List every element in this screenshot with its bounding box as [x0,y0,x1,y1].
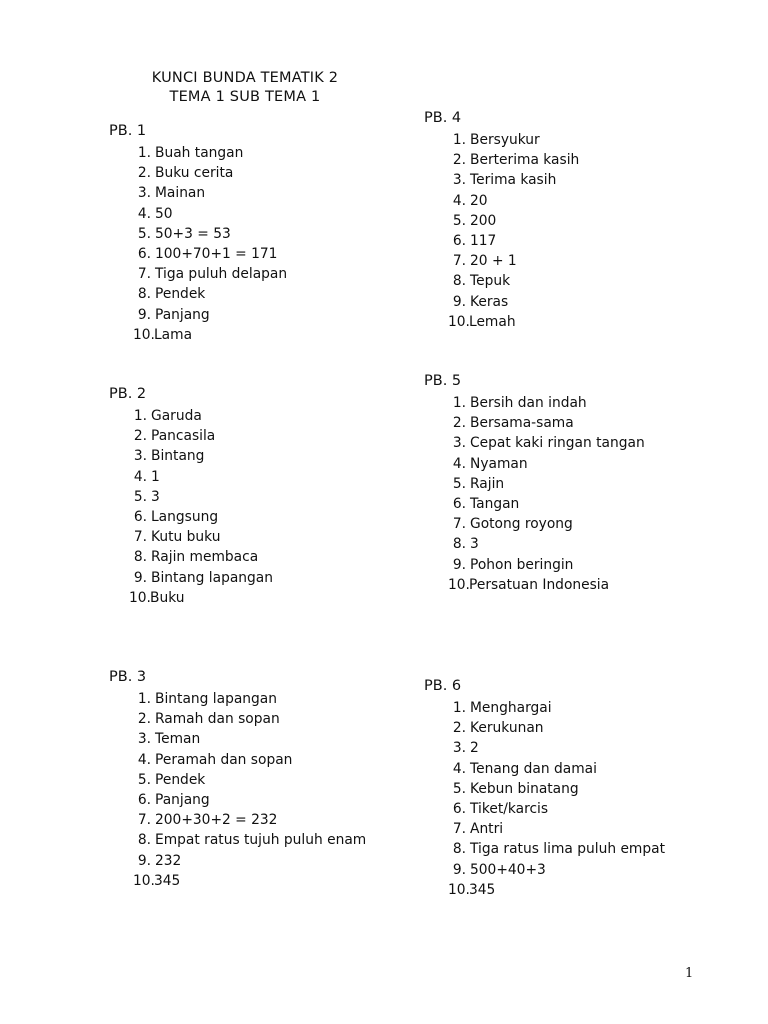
answer-number: 4. [137,751,151,768]
answer-text: 200 [470,212,497,229]
answer-item [109,204,173,224]
answer-number: 9. [133,569,147,586]
answer-item [424,130,540,150]
answer-item [424,433,645,453]
answer-number: 10. [129,589,151,606]
answer-text: Lemah [469,313,516,330]
answer-number: 10. [133,872,155,889]
section-title: PB. 3 [109,669,147,685]
answer-text: Tepuk [470,273,511,290]
answer-number: 5. [137,225,151,242]
answer-text: Gotong royong [470,516,573,533]
answer-number: 7. [133,529,147,546]
answer-text: Lama [154,326,193,343]
answer-text: Garuda [151,408,202,424]
answer-number: 7. [137,266,151,283]
answer-item [109,810,278,830]
answer-text: 100+70+1 = 171 [155,245,278,262]
section-pb6 [424,676,665,900]
answer-text: Tiga ratus lima puluh empat [470,841,665,858]
answer-item [424,231,497,251]
answer-text: Menghargai [470,700,552,716]
answer-item [109,325,193,345]
answer-number: 5. [133,488,147,505]
answer-item [424,454,528,474]
answer-item [424,474,505,494]
answer-item [424,150,580,170]
document-title-line-2: TEMA 1 SUB TEMA 1 [169,89,321,105]
answer-number: 1. [452,700,466,716]
answer-number: 4. [133,468,147,485]
answer-text: Tangan [470,495,520,512]
answer-number: 3. [452,740,466,757]
answer-text: 20 [470,192,488,209]
answer-text: 3 [151,488,160,505]
answer-item [424,799,549,819]
answer-text: 1 [151,468,160,485]
answer-number: 9. [452,556,466,573]
answer-number: 5. [452,780,466,797]
answer-item [424,779,579,799]
answer-text: Antri [470,821,504,838]
answer-text: Tiga puluh delapan [155,266,288,283]
answer-number: 7. [452,253,466,270]
answer-number: 4. [452,455,466,472]
answer-item [424,211,497,231]
answer-item [109,244,278,264]
answer-number: 6. [452,495,466,512]
answer-number: 4. [452,192,466,209]
answer-item [105,467,160,487]
answer-text: Keras [470,293,509,310]
answer-text: Ramah dan sopan [155,711,280,728]
answer-text: Kutu buku [151,529,221,546]
answer-item [105,446,205,466]
answer-number: 8. [137,832,151,849]
answer-number: 6. [452,800,466,817]
answer-item [109,770,206,790]
section-title: PB. 4 [424,110,462,126]
answer-text: 50+3 = 53 [155,225,231,242]
answer-text: Langsung [151,508,219,525]
answer-list [109,689,367,891]
answer-item [424,534,479,554]
answer-number: 3. [452,172,466,189]
answer-number: 1. [452,132,466,148]
answer-number: 7. [452,516,466,533]
answer-text: Pancasila [151,428,216,445]
answer-list [424,130,580,332]
answer-item [105,406,202,426]
answer-number: 9. [137,852,151,869]
answer-item [105,588,185,608]
answer-number: 1. [133,408,147,424]
answer-text: 50 [155,205,173,222]
answer-list [424,698,665,900]
answer-text: Mainan [155,185,206,202]
answer-number: 10. [448,576,470,593]
answer-item [424,738,479,758]
answer-text: Empat ratus tujuh puluh enam [155,832,367,849]
answer-item [105,568,273,588]
answer-item [109,163,234,183]
answer-item [424,860,546,880]
answer-list [109,143,288,345]
answer-text: Terima kasih [470,172,557,189]
answer-text: Nyaman [470,455,528,472]
answer-number: 9. [452,293,466,310]
answer-number: 6. [133,508,147,525]
answer-item [109,729,201,749]
answer-item [109,851,182,871]
section-title: PB. 6 [424,678,462,694]
answer-number: 9. [452,861,466,878]
answer-item [424,271,511,291]
answer-item [424,191,488,211]
answer-number: 2. [452,152,466,169]
answer-text: Buku [150,589,185,606]
answer-number: 10. [448,881,470,898]
answer-number: 6. [137,245,151,262]
answer-text: Bintang lapangan [155,691,277,707]
section-pb1 [109,121,288,345]
section-title: PB. 1 [109,123,147,139]
answer-text: Pendek [155,286,206,303]
answer-text: 232 [155,852,182,869]
answer-text: Kerukunan [470,720,544,737]
answer-text: Bersyukur [470,132,540,148]
answer-number: 5. [452,212,466,229]
answer-text: Kebun binatang [470,780,579,797]
answer-item [424,494,520,514]
answer-list [105,406,273,608]
answer-number: 10. [448,313,470,330]
answer-item [105,426,216,446]
answer-item [109,264,288,284]
answer-item [109,143,244,163]
answer-item [105,507,219,527]
answer-text: Teman [155,731,201,748]
answer-item [109,284,206,304]
answer-text: Bintang [151,448,205,465]
answer-number: 4. [452,760,466,777]
answer-item [424,698,552,718]
answer-text: Cepat kaki ringan tangan [470,435,645,452]
answer-text: Tiket/karcis [470,800,549,817]
answer-number: 1. [137,691,151,707]
answer-item [424,880,496,900]
section-title: PB. 5 [424,373,462,389]
answer-item [424,839,665,859]
answer-item [109,709,280,729]
answer-item [109,790,210,810]
answer-number: 6. [137,791,151,808]
answer-number: 3. [133,448,147,465]
section-pb2 [109,384,273,608]
answer-item [424,555,574,575]
answer-item [109,871,181,891]
answer-text: Peramah dan sopan [155,751,293,768]
answer-text: 3 [470,536,479,553]
answer-item [424,170,557,190]
answer-number: 1. [137,145,151,161]
answer-item [109,305,210,325]
answer-text: 500+40+3 [470,861,546,878]
answer-text: Berterima kasih [470,152,580,169]
answer-item [424,413,574,433]
answer-number: 4. [137,205,151,222]
answer-number: 8. [452,536,466,553]
answer-number: 6. [452,232,466,249]
answer-item [105,527,221,547]
answer-number: 3. [137,185,151,202]
answer-list [424,393,645,595]
answer-text: 117 [470,232,497,249]
answer-item [424,819,504,839]
answer-text: Buku cerita [155,165,234,182]
answer-item [109,224,231,244]
answer-text: Rajin membaca [151,549,259,566]
answer-text: Panjang [155,306,210,323]
answer-item [109,750,293,770]
answer-item [109,830,367,850]
answer-text: Pohon beringin [470,556,574,573]
answer-number: 5. [452,475,466,492]
answer-number: 3. [452,435,466,452]
answer-item [424,514,573,534]
answer-item [424,292,509,312]
answer-item [424,312,516,332]
answer-item [424,718,544,738]
answer-text: 2 [470,740,479,757]
answer-number: 3. [137,731,151,748]
answer-item [105,487,160,507]
answer-item [424,575,610,595]
answer-text: Pendek [155,771,206,788]
answer-text: Rajin [470,475,505,492]
answer-number: 8. [452,841,466,858]
answer-text: Tenang dan damai [470,760,597,777]
answer-number: 5. [137,771,151,788]
answer-text: 20 + 1 [470,253,517,270]
answer-number: 2. [137,165,151,182]
answer-number: 10. [133,326,155,343]
answer-item [109,689,277,709]
answer-number: 2. [452,720,466,737]
answer-text: 345 [469,881,496,898]
section-title: PB. 2 [109,386,147,402]
answer-item [109,183,206,203]
answer-number: 8. [133,549,147,566]
answer-number: 2. [137,711,151,728]
answer-item [424,251,517,271]
answer-number: 7. [137,812,151,829]
answer-number: 9. [137,306,151,323]
answer-text: Panjang [155,791,210,808]
document-title-line-1: KUNCI BUNDA TEMATIK 2 [151,70,339,86]
answer-item [424,759,597,779]
answer-text: Bintang lapangan [151,569,273,586]
section-pb5 [424,371,645,595]
answer-text: Buah tangan [155,145,244,161]
section-pb3 [109,667,367,891]
section-pb4 [424,108,580,332]
answer-number: 2. [452,415,466,432]
answer-text: Persatuan Indonesia [469,576,610,593]
answer-text: 200+30+2 = 232 [155,812,278,829]
page-number: 1 [685,966,694,981]
answer-number: 8. [137,286,151,303]
answer-number: 2. [133,428,147,445]
answer-number: 1. [452,395,466,411]
answer-number: 7. [452,821,466,838]
answer-text: Bersih dan indah [470,395,587,411]
answer-item [424,393,587,413]
answer-item [105,547,259,567]
answer-text: Bersama-sama [470,415,574,432]
answer-number: 8. [452,273,466,290]
answer-text: 345 [154,872,181,889]
